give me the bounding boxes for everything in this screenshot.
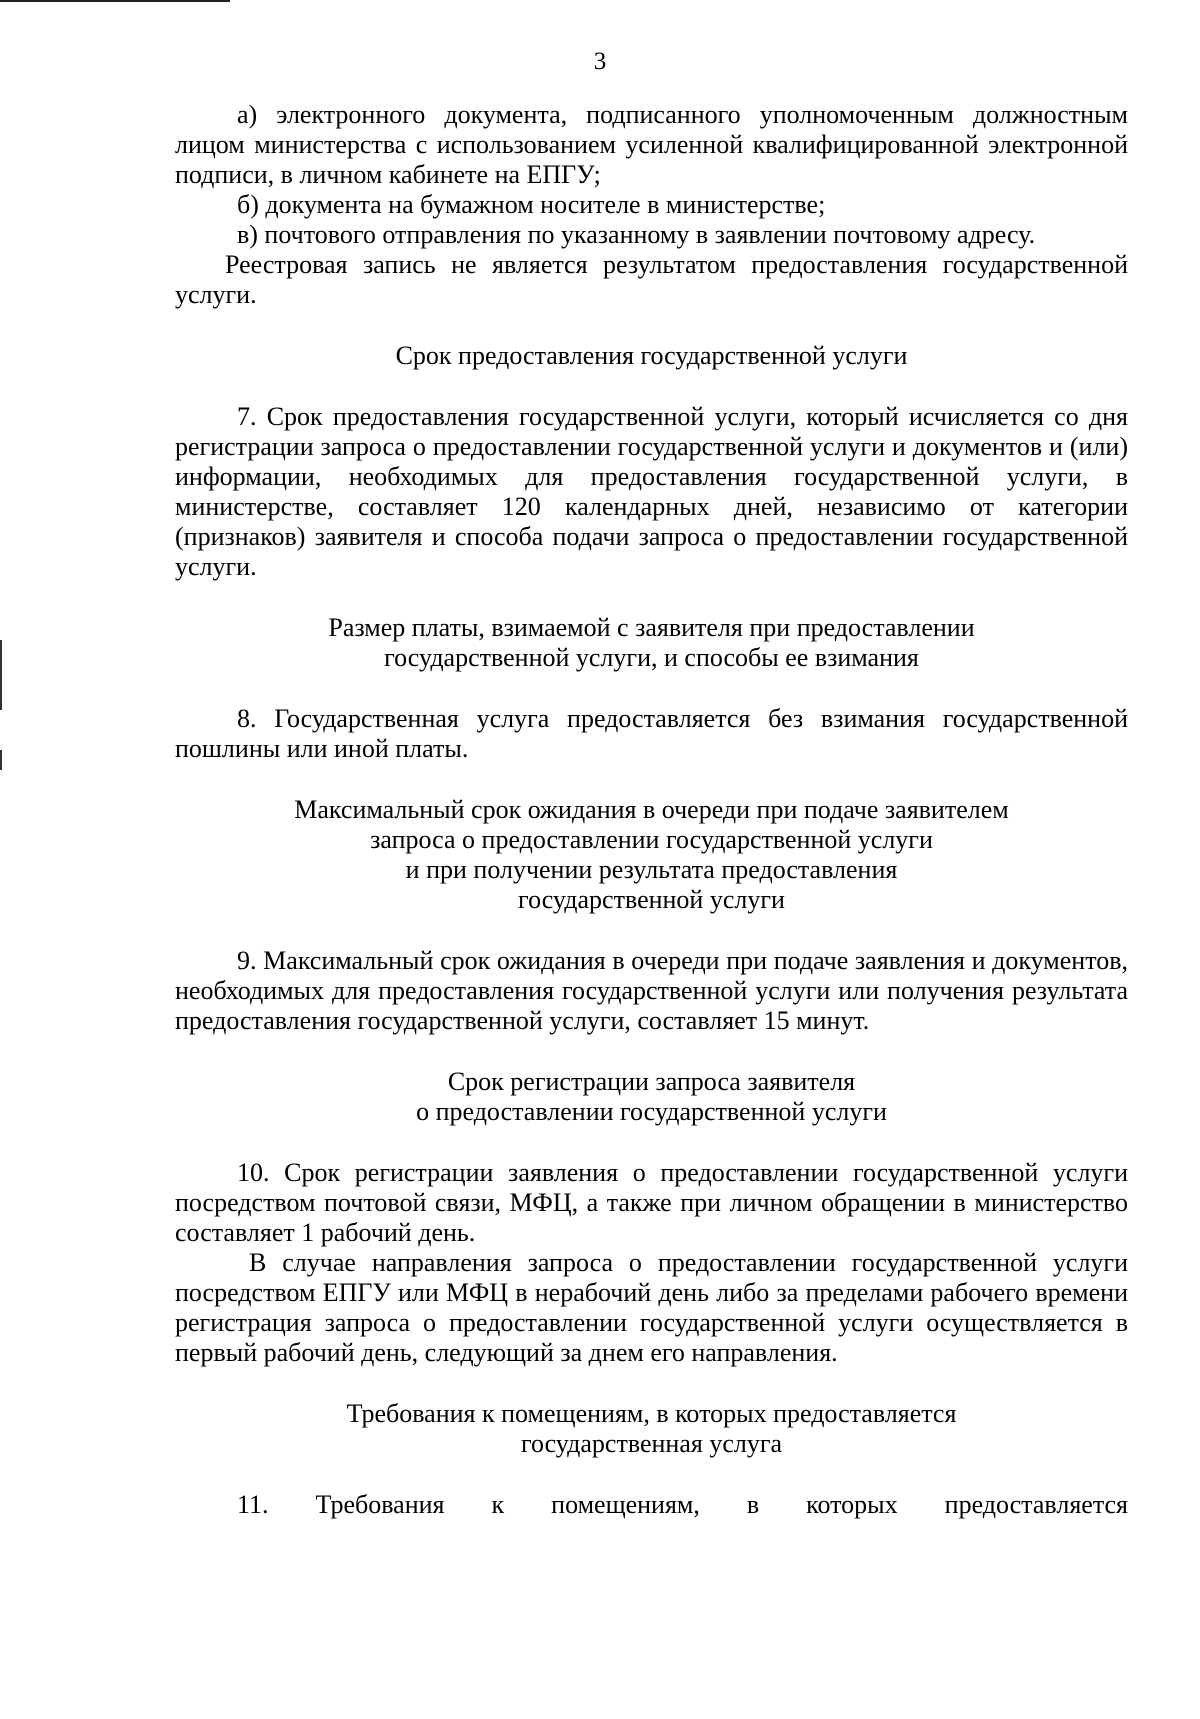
paragraph-11: 11. Требования к помещениям, в которых предоставляется — [237, 1490, 1128, 1519]
scan-artifact-left-mark — [0, 750, 2, 770]
section-heading-registration: Срок регистрации запроса заявителя о предоставлении государственной услуги — [416, 1067, 887, 1126]
page-number: 3 — [593, 48, 607, 75]
paragraph-7: 7. Срок предоставления государственной услуги, который исчисляется со дня регистрации запроса о предоставлении государственной услуги и документов и (или) информации, необходимых для предоставления государственной услуги, в министерстве, составляет 120 календарных дней, независимо от категории (признаков) заявителя и способа подачи запроса о предоставлении государственной услуги. — [175, 402, 1128, 581]
list-item-b: б) документа на бумажном носителе в министерстве; — [237, 190, 826, 219]
paragraph-8: 8. Государственная услуга предоставляется без взимания государственной пошлины или иной платы. — [175, 704, 1128, 763]
list-item-c: в) почтового отправления по указанному в заявлении почтовому адресу. — [237, 220, 1036, 249]
paragraph-10-continued: В случае направления запроса о предоставлении государственной услуги посредством ЕПГУ или МФЦ в нерабочий день либо за пределами рабочего времени регистрация запроса о предоставлении государственной услуги осуществляется в первый рабочий день, следующий за днем его направления. — [175, 1248, 1128, 1367]
paragraph-9: 9. Максимальный срок ожидания в очереди при подаче заявления и документов, необходимых для предоставления государственной услуги или получения результата предоставления государственной услуги, составляет 15 минут. — [175, 946, 1128, 1035]
section-heading-premises: Требования к помещениям, в которых предоставляется государственная услуга — [346, 1399, 957, 1458]
list-item-a: а) электронного документа, подписанного уполномоченным должностным лицом министерства с использованием усиленной квалифицированной электронной подписи, в личном кабинете на ЕПГУ; — [175, 100, 1128, 189]
section-heading-fee: Размер платы, взимаемой с заявителя при предоставлении государственной услуги, и способы ее взимания — [328, 613, 975, 672]
registry-note: Реестровая запись не является результатом предоставления государственной услуги. — [175, 250, 1128, 309]
section-heading-term: Срок предоставления государственной услуги — [395, 341, 908, 370]
scan-artifact-left-mark — [0, 640, 2, 710]
document-body — [175, 100, 1128, 1520]
scan-artifact-top-line — [0, 0, 230, 2]
paragraph-10: 10. Срок регистрации заявления о предоставлении государственной услуги посредством почтовой связи, МФЦ, а также при личном обращении в министерство составляет 1 рабочий день. — [175, 1158, 1128, 1247]
section-heading-queue: Максимальный срок ожидания в очереди при подаче заявителем запроса о предоставлении государственной услуги и при получении результата предоставления государственной услуги — [294, 795, 1009, 914]
